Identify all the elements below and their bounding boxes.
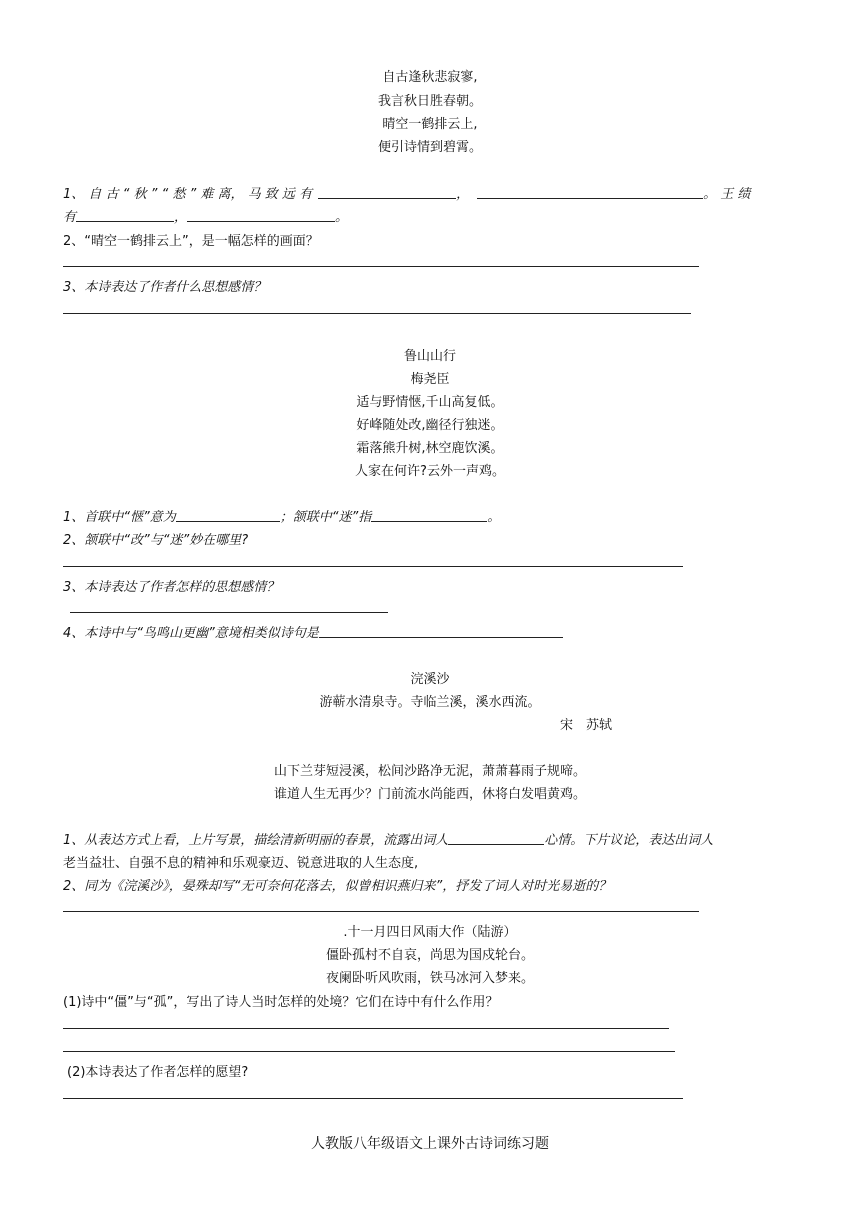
poem3-author: 宋 苏轼	[560, 718, 613, 733]
poem3-question-1	[63, 829, 713, 848]
answer-blank[interactable]	[448, 844, 544, 845]
poem2-question-2: 2、颔联中“改”与“迷”妙在哪里?	[63, 533, 249, 548]
answer-line[interactable]	[70, 612, 388, 613]
poem1-question-1	[63, 183, 750, 202]
answer-blank[interactable]	[319, 637, 563, 638]
answer-blank[interactable]	[76, 221, 174, 222]
poem2-line-2: 好峰随处改,幽径行独迷。	[356, 418, 504, 433]
poem1-line-4: 便引诗情到碧霄。	[377, 140, 482, 155]
answer-line[interactable]	[63, 266, 699, 267]
poem3-question-2: 2、同为《浣溪沙》，晏殊却写“无可奈何花落去，似曾相识燕归来”，抒发了词人对时光易逝的？	[63, 879, 612, 894]
poem1-question-3: 3、本诗表达了作者什么思想感情？	[63, 280, 267, 295]
poem1-line-3: 晴空一鹤排云上,	[382, 117, 478, 132]
answer-blank[interactable]	[187, 221, 335, 222]
question-text: 心情。下片议论，表达出词人	[544, 833, 714, 848]
answer-line[interactable]	[63, 1028, 669, 1029]
poem4-line-1: 僵卧孤村不自哀，尚思为国戍轮台。	[325, 948, 534, 963]
poem4-question-1: (1)诗中“僵”与“孤”，写出了诗人当时怎样的处境？它们在诗中有什么作用？	[63, 995, 499, 1010]
poem4-line-2: 夜阑卧听风吹雨，铁马冰河入梦来。	[325, 971, 534, 986]
page-footer: 人教版八年级语文上课外古诗词练习题	[311, 1136, 549, 1152]
poem2-line-3: 霜落熊升树,林空鹿饮溪。	[356, 441, 504, 456]
question-text: 。	[487, 510, 501, 525]
answer-blank[interactable]	[477, 198, 703, 199]
question-text: 有	[63, 210, 77, 225]
answer-blank[interactable]	[318, 198, 456, 199]
poem2-question-3: 3、本诗表达了作者怎样的思想感情？	[63, 580, 280, 595]
poem2-line-4: 人家在何许?云外一声鸡。	[355, 464, 505, 479]
question-text: 。	[335, 210, 349, 225]
question-text: 4、本诗中与“鸟鸣山更幽”意境相类似诗句是	[63, 626, 319, 641]
poem2-line-1: 适与野情惬,千山高复低。	[356, 395, 504, 410]
answer-line[interactable]	[63, 313, 691, 314]
answer-line[interactable]	[63, 911, 699, 912]
question-text: 1、 自 古 “ 秋 ” “ 愁 ” 难 离， 马 致 远 有	[63, 187, 313, 202]
poem2-title: 鲁山山行	[403, 349, 456, 364]
poem3-preface: 游蕲水清泉寺。寺临兰溪，溪水西流。	[319, 695, 541, 710]
answer-line[interactable]	[63, 1098, 683, 1099]
poem3-question-1-cont: 老当益壮、自强不息的精神和乐观豪迈、锐意进取的人生态度,	[63, 856, 419, 871]
poem1-question-1-cont	[63, 206, 348, 225]
poem1-line-1: 自古逢秋悲寂寥,	[382, 70, 478, 85]
question-text: 。 王 绩	[703, 187, 751, 202]
poem2-author: 梅尧臣	[410, 372, 450, 387]
question-text: 1、从表达方式上看，上片写景，描绘清新明丽的春景，流露出词人	[63, 833, 449, 848]
poem1-line-2: 我言秋日胜春朝。	[377, 94, 482, 109]
separator: ，	[456, 187, 470, 202]
answer-line[interactable]	[63, 566, 683, 567]
separator: ，	[174, 210, 188, 225]
poem4-question-2: (2)本诗表达了作者怎样的愿望?	[67, 1065, 249, 1080]
question-text: 1、首联中“惬”意为	[63, 510, 176, 525]
answer-blank[interactable]	[176, 521, 280, 522]
poem1-question-2: 2、“晴空一鹤排云上”，是一幅怎样的画面？	[63, 234, 319, 249]
question-text: ；颔联中“迷”指	[279, 510, 372, 525]
poem3-line-1: 山下兰芽短浸溪，松间沙路净无泥，萧萧暮雨子规啼。	[273, 764, 586, 779]
answer-blank[interactable]	[371, 521, 487, 522]
poem3-title: 浣溪沙	[410, 672, 450, 687]
poem4-title: .十一月四日风雨大作（陆游）	[343, 925, 517, 940]
poem2-question-4	[63, 622, 563, 641]
poem3-line-2: 谁道人生无再少？门前流水尚能西，休将白发唱黄鸡。	[273, 787, 586, 802]
poem2-question-1	[63, 506, 500, 525]
answer-line[interactable]	[63, 1051, 675, 1052]
